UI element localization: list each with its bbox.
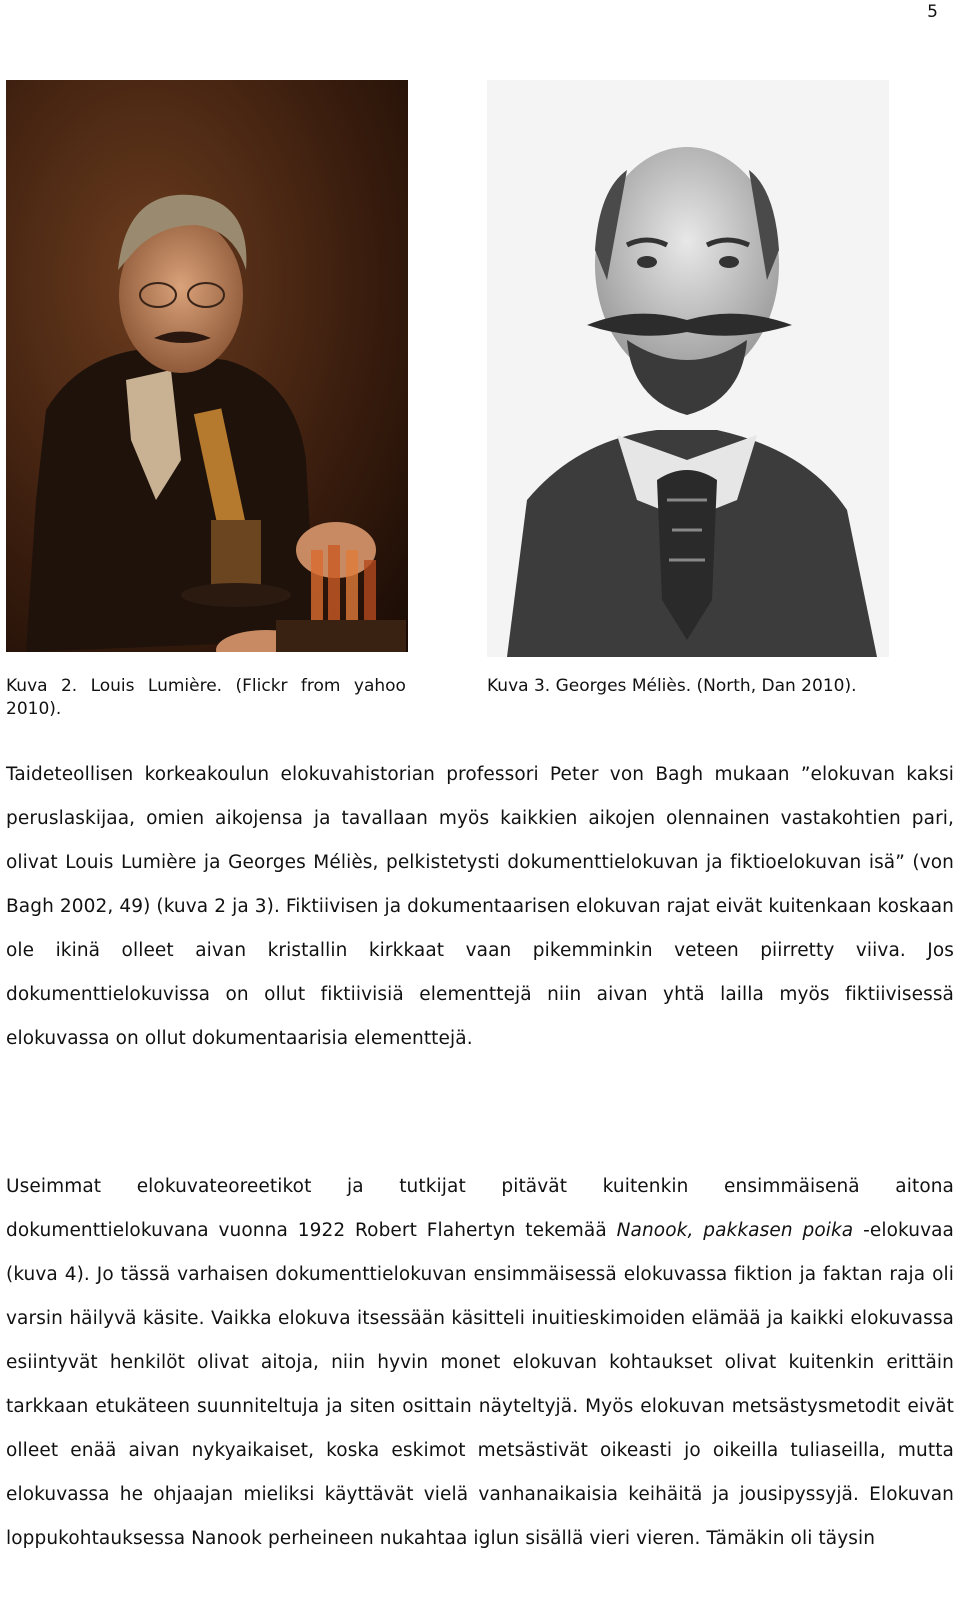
- body-paragraph: [6, 1165, 954, 1561]
- lumiere-photo: [6, 80, 408, 652]
- caption-line: Kuva 2. Louis Lumière. (Flickr from yahoo: [6, 676, 406, 696]
- paragraph-text: -elokuvaa (kuva 4). Jo tässä varhaisen dokumenttielokuvan ensimmäisessä elokuvassa fiktion ja faktan raja oli varsin häilyvä käsite. Vaikka elokuva itsessään käsitteli inuitieskimoiden elämää ja kaikki elokuvassa esiintyvät henkilöt olivat aitoja, niin hyvin monet elokuvan kohtaukset olivat kuitenkin erittäin tarkkaan etukäteen suunniteltuja ja siten osittain näyteltyjä. Myös elokuvan metsästysmetodit eivät olleet enää aivan nykyaikaiset, koska eskimot metsästivät oikeasti jo oikeilla tuliaseilla, mutta elokuvassa he ohjaajan mieliksi käyttävät vielä vanhanaikaisia keihäitä ja jousipyssyjä. Elokuvan loppukohtauksessa Nanook perheineen nukahtaa iglun sisällä vieri vieren. Tämäkin oli täysin: [6, 1220, 954, 1549]
- figure-caption-lumiere: [6, 675, 466, 721]
- paragraph-text: Useimmat elokuvateoreetikot ja tutkijat pitävät kuitenkin ensimmäisenä aitona dokumenttielokuvana vuonna 1922 Robert Flahertyn tekemää: [6, 1176, 954, 1241]
- page-number: 5: [927, 2, 938, 22]
- figure-caption-melies: Kuva 3. Georges Méliès. (North, Dan 2010).: [487, 676, 857, 696]
- body-paragraph: Taideteollisen korkeakoulun elokuvahistorian professori Peter von Bagh mukaan ”elokuvan kaksi peruslaskijaa, omien aikojensa ja tavallaan myös kaikkien aikojen olennainen vastakohtien pari, olivat Louis Lumière ja Georges Méliès, pelkistetysti dokumenttielokuvan ja fiktioelokuvan isä” (von Bagh 2002, 49) (kuva 2 ja 3). Fiktiivisen ja dokumentaarisen elokuvan rajat eivät kuitenkaan koskaan ole ikinä olleet aivan kristallin kirkkaat vaan pikemminkin veteen piirretty viiva. Jos dokumenttielokuvissa on ollut fiktiivisiä elementtejä niin aivan yhtä lailla myös fiktiivisessä elokuvassa on ollut dokumentaarisia elementtejä.: [6, 764, 954, 1049]
- caption-line: 2010).: [6, 699, 62, 719]
- film-title: Nanook, pakkasen poika: [616, 1220, 854, 1241]
- melies-photo: [487, 80, 889, 657]
